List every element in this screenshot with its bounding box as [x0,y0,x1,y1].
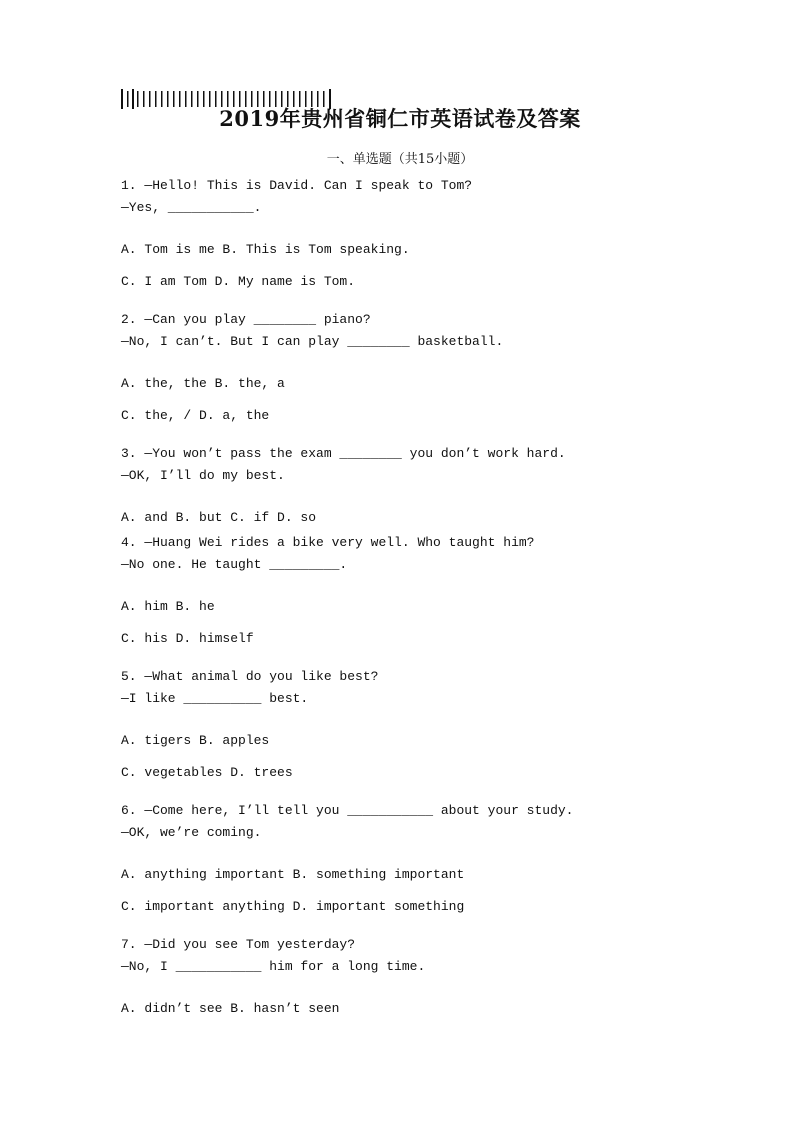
question-1-options-ab: A. Tom is me B. This is Tom speaking. [121,242,410,257]
question-6-response: —OK, we’re coming. [121,825,262,840]
question-6-prompt: 6. —Come here, I’ll tell you ___________ about your study. [121,803,574,818]
question-3-options: A. and B. but C. if D. so [121,510,317,525]
question-6-options-ab: A. anything important B. something important [121,867,465,882]
question-4-options-cd: C. his D. himself [121,631,254,646]
question-5-options-ab: A. tigers B. apples [121,733,270,748]
question-5-options-cd: C. vegetables D. trees [121,765,293,780]
question-3-response: —OK, I’ll do my best. [121,468,285,483]
question-2-options-ab: A. the, the B. the, a [121,376,285,391]
question-4-prompt: 4. —Huang Wei rides a bike very well. Who taught him? [121,535,535,550]
question-3-prompt: 3. —You won’t pass the exam ________ you don’t work hard. [121,446,566,461]
section-heading: 一、单选题（共15小题） [326,152,474,167]
question-1-options-cd: C. I am Tom D. My name is Tom. [121,274,356,289]
question-6-options-cd: C. important anything D. important something [121,899,465,914]
question-1-prompt: 1. —Hello! This is David. Can I speak to Tom? [121,178,473,193]
question-7-prompt: 7. —Did you see Tom yesterday? [121,937,356,952]
question-2-prompt: 2. —Can you play ________ piano? [121,312,371,327]
question-5-response: —I like __________ best. [121,691,309,706]
page-title: 2019年贵州省铜仁市英语试卷及答案 [219,106,581,131]
question-7-response: —No, I ___________ him for a long time. [121,959,426,974]
question-2-options-cd: C. the, / D. a, the [121,408,270,423]
question-7-options-ab: A. didn’t see B. hasn’t seen [121,1001,340,1016]
question-1-response: —Yes, ___________. [121,200,262,215]
question-2-response: —No, I can’t. But I can play ________ basketball. [121,334,504,349]
question-5-prompt: 5. —What animal do you like best? [121,669,379,684]
question-4-response: —No one. He taught _________. [121,557,348,572]
question-4-options-ab: A. him B. he [121,599,215,614]
